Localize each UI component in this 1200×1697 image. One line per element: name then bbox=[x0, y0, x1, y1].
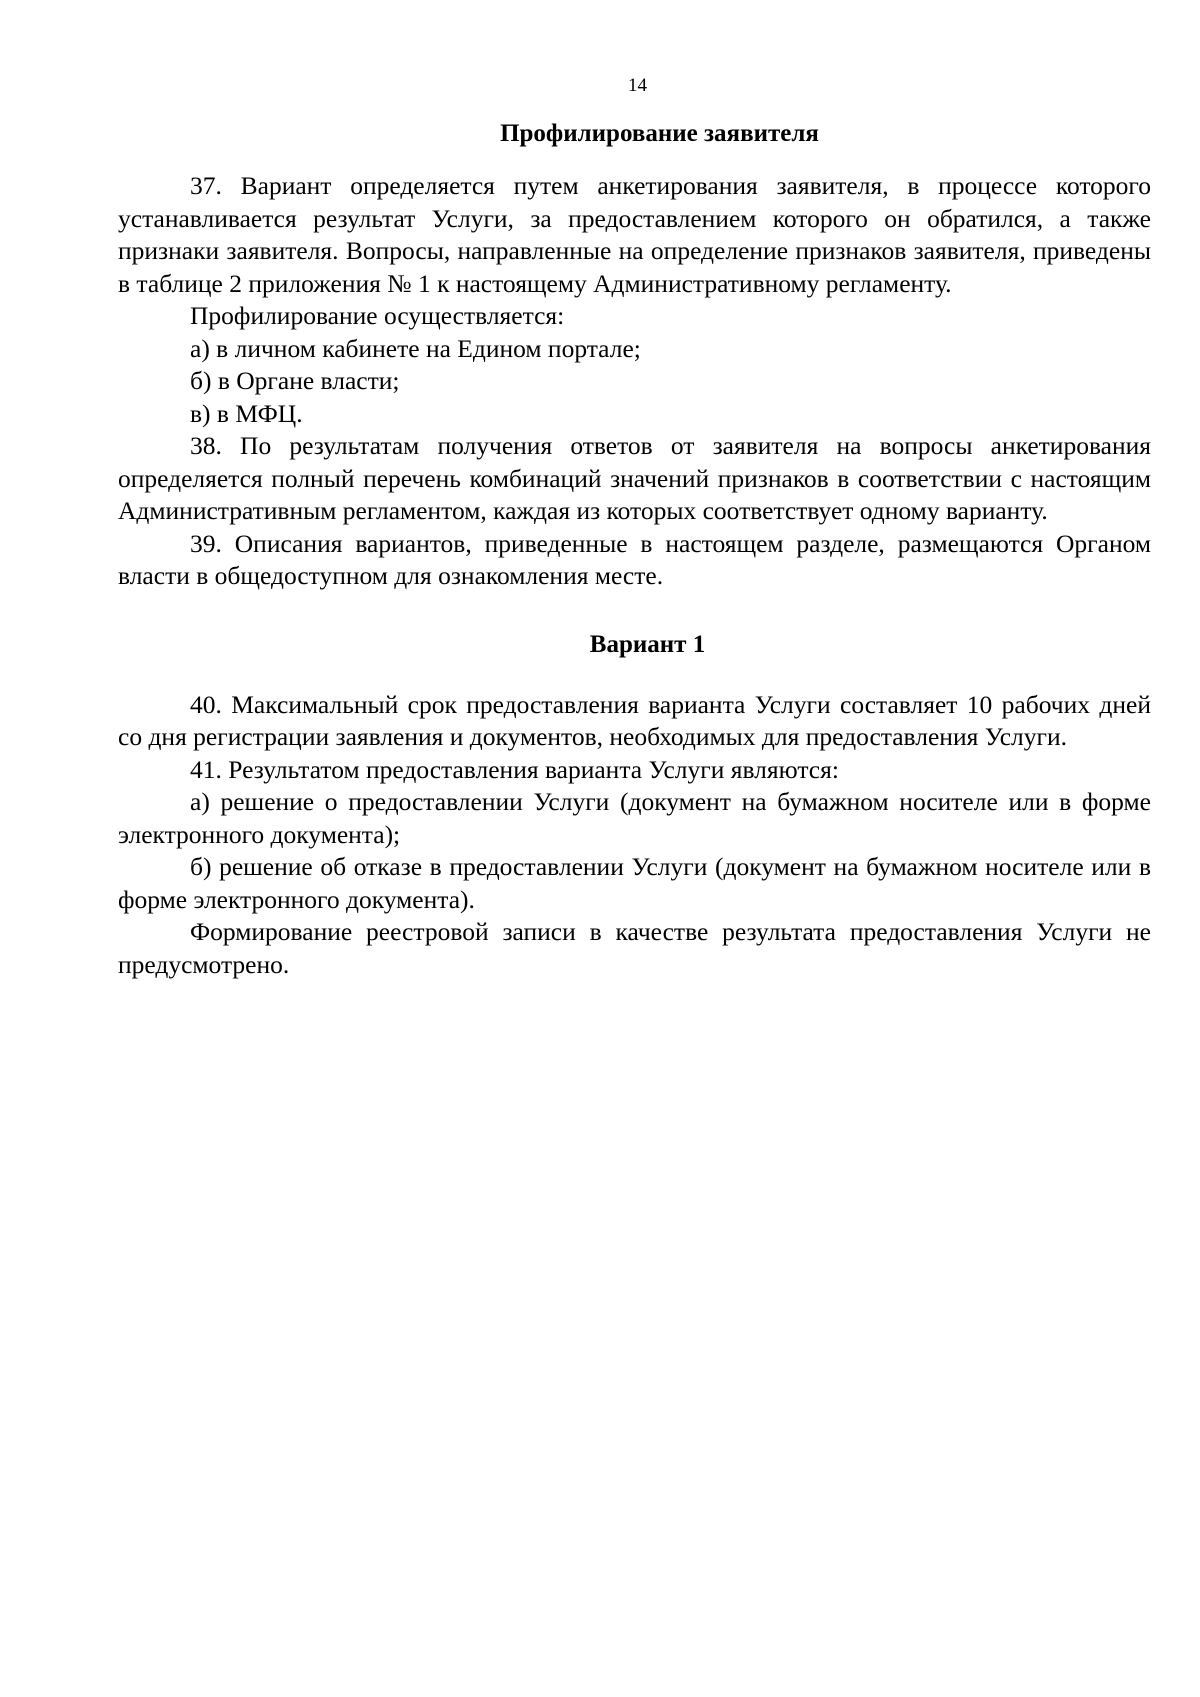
list-item-v: в) в МФЦ. bbox=[190, 398, 303, 428]
paragraph-40: 40. Максимальный срок предоставления варианта Услуги составляет 10 рабочих дней со дня регистрации заявления и документов, необходимых для предоставления Услуги. bbox=[118, 689, 1151, 751]
list-item-a: а) в личном кабинете на Едином портале; bbox=[190, 333, 641, 363]
section-heading-variant-1: Вариант 1 bbox=[589, 630, 706, 658]
section-heading-profiling: Профилирование заявителя bbox=[500, 120, 819, 147]
paragraph-38: 38. По результатам получения ответов от заявителя на вопросы анкетирования определяется полный перечень комбинаций значений признаков в соответствии с настоящим Административным регламентом, каждая из которых соответствует одному варианту. bbox=[118, 431, 1151, 525]
list-item-b: б) решение об отказе в предоставлении Услуги (документ на бумажном носителе или в форме электронного документа). bbox=[118, 852, 1151, 914]
paragraph-37: 37. Вариант определяется путем анкетирования заявителя, в процессе которого устанавливается результат Услуги, за предоставлением которого он обратился, а также признаки заявителя. Вопросы, направленные на определение признаков заявителя, приведены в таблице 2 приложения № 1 к настоящему Административному регламенту. bbox=[118, 171, 1151, 298]
document-body bbox=[118, 118, 1151, 981]
list-item-a: а) решение о предоставлении Услуги (документ на бумажном носителе или в форме электронного документа); bbox=[118, 787, 1151, 849]
spacer bbox=[118, 661, 1151, 689]
paragraph-39: 39. Описания вариантов, приведенные в настоящем разделе, размещаются Органом власти в общедоступном для ознакомления месте. bbox=[118, 528, 1151, 590]
paragraph-profiling-intro: Профилирование осуществляется: bbox=[190, 301, 565, 330]
page-number: 14 bbox=[628, 75, 647, 96]
paragraph-41: 41. Результатом предоставления варианта Услуги являются: bbox=[190, 754, 839, 784]
list-item-b: б) в Органе власти; bbox=[190, 366, 400, 395]
paragraph-registry-record: Формирование реестровой записи в качестве результата предоставления Услуги не предусмотрено. bbox=[118, 917, 1151, 979]
spacer bbox=[118, 150, 1151, 170]
